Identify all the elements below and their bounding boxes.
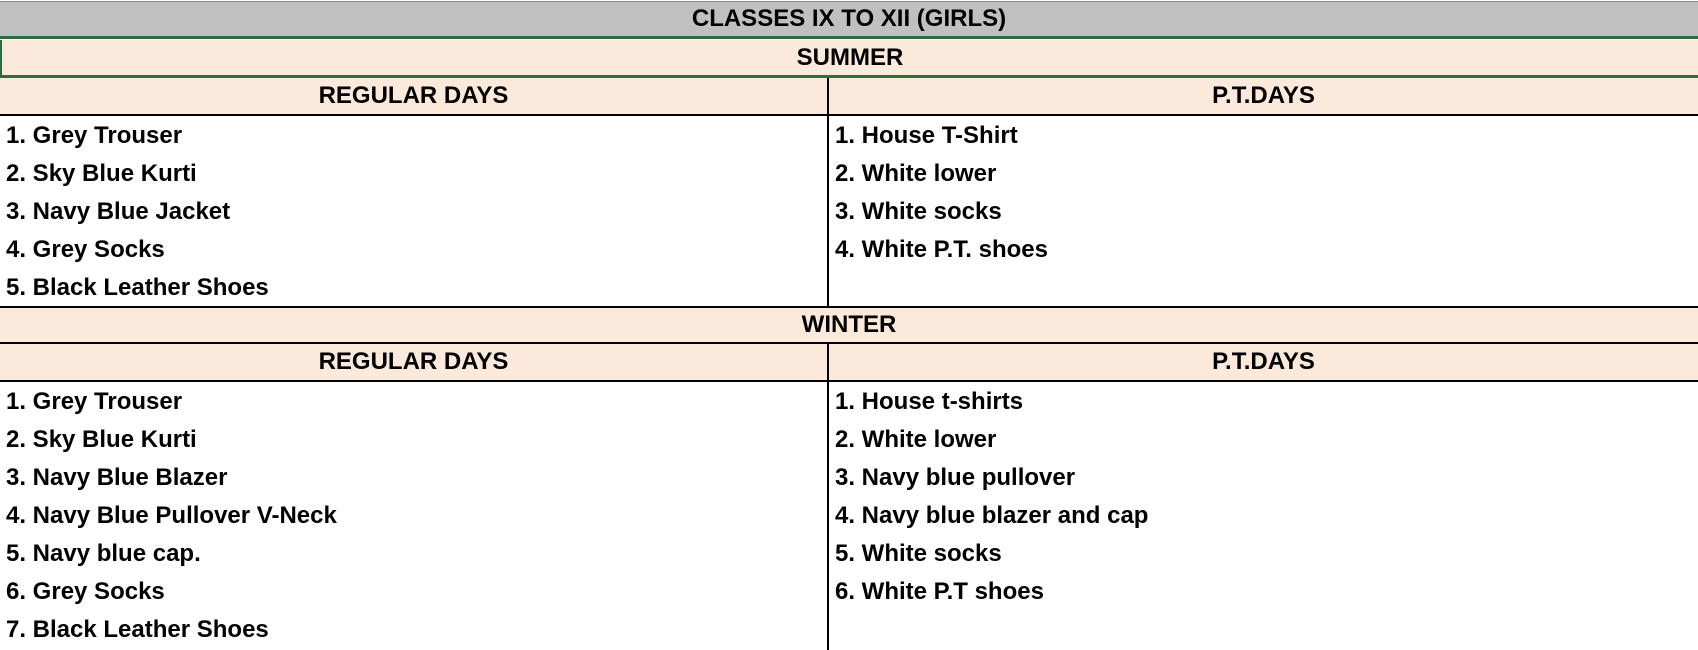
list-item[interactable]: 1. House t-shirts <box>835 388 1024 415</box>
winter-regular-list <box>0 382 829 650</box>
list-item[interactable]: 3. Navy Blue Blazer <box>6 464 228 491</box>
summer-items <box>0 116 1698 306</box>
summer-regular-list <box>0 116 829 306</box>
summer-season-cell[interactable] <box>0 40 1698 78</box>
list-item[interactable]: 6. White P.T shoes <box>835 578 1044 605</box>
table-title-cell[interactable] <box>0 1 1698 39</box>
list-item[interactable]: 1. House T-Shirt <box>835 122 1018 149</box>
table-title: CLASSES IX TO XII (GIRLS) <box>691 5 1007 32</box>
list-item[interactable]: 2. White lower <box>835 160 997 187</box>
list-item[interactable]: 5. White socks <box>835 540 1002 567</box>
summer-column-headers <box>0 78 1698 116</box>
list-item[interactable]: 2. Sky Blue Kurti <box>6 160 197 187</box>
list-item[interactable]: 3. Navy blue pullover <box>835 464 1076 491</box>
list-item[interactable]: 6. Grey Socks <box>6 578 165 605</box>
list-item[interactable]: 3. Navy Blue Jacket <box>6 198 231 225</box>
winter-pt-days-header[interactable]: P.T.DAYS <box>1212 348 1315 375</box>
summer-regular-days-header[interactable]: REGULAR DAYS <box>0 78 829 114</box>
winter-regular-days-header[interactable]: REGULAR DAYS <box>0 344 829 380</box>
list-item[interactable]: 2. Sky Blue Kurti <box>6 426 197 453</box>
list-item[interactable]: 4. Navy Blue Pullover V-Neck <box>6 502 337 529</box>
list-item[interactable]: 1. Grey Trouser <box>6 122 183 149</box>
winter-pt-list <box>829 382 1698 650</box>
list-item[interactable]: 5. Black Leather Shoes <box>6 274 269 301</box>
list-item[interactable]: 3. White socks <box>835 198 1002 225</box>
summer-pt-list <box>829 116 1698 306</box>
list-item[interactable]: 4. White P.T. shoes <box>835 236 1048 263</box>
winter-items <box>0 382 1698 650</box>
list-item[interactable]: 2. White lower <box>835 426 997 453</box>
summer-season-label: SUMMER <box>796 43 904 71</box>
list-item[interactable]: 4. Navy blue blazer and cap <box>835 502 1149 529</box>
winter-season-cell[interactable] <box>0 306 1698 344</box>
winter-column-headers <box>0 344 1698 382</box>
winter-season-label: WINTER <box>801 311 897 338</box>
list-item[interactable]: 7. Black Leather Shoes <box>6 616 269 643</box>
summer-pt-days-header[interactable]: P.T.DAYS <box>1212 82 1315 109</box>
list-item[interactable]: 1. Grey Trouser <box>6 388 183 415</box>
list-item[interactable]: 4. Grey Socks <box>6 236 165 263</box>
list-item[interactable]: 5. Navy blue cap. <box>6 540 201 567</box>
